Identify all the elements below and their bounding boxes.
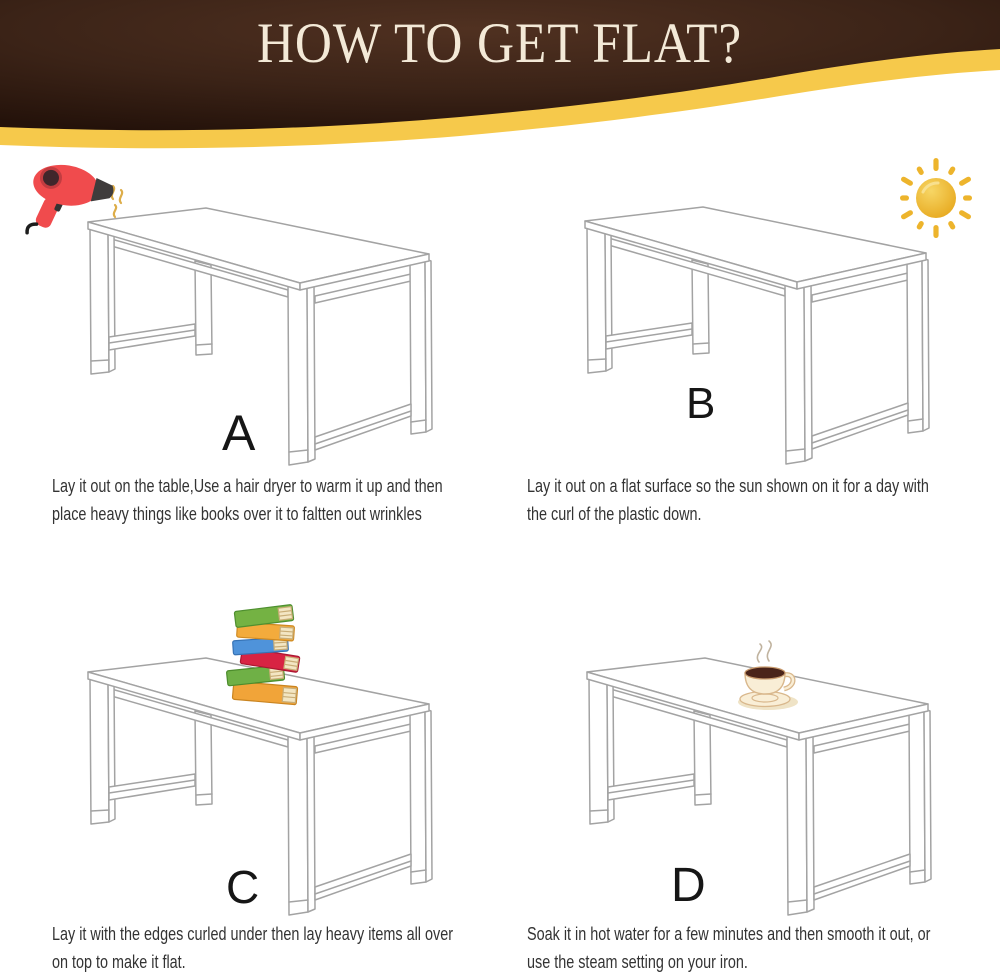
method-b-description (527, 472, 1000, 528)
description-line: place heavy things like books over it to faltten out wrinkles (52, 504, 422, 524)
method-c-section (0, 560, 500, 974)
method-d-description (527, 920, 1000, 974)
method-d-section (500, 560, 1000, 974)
table-illustration (581, 203, 933, 469)
method-b-label: B (686, 379, 716, 428)
description-line: Lay it out on the table,Use a hair dryer to warm it up and then (52, 476, 443, 496)
description-line: use the steam setting on your iron. (527, 952, 748, 972)
method-d-label: D (671, 859, 706, 912)
method-a-section (0, 150, 500, 560)
description-line: the curl of the plastic down. (527, 504, 702, 524)
description-line: Soak it in hot water for a few minutes and then smooth it out, or (527, 924, 931, 944)
method-c-description (52, 920, 553, 974)
method-a-label: A (222, 405, 256, 461)
header-banner (0, 0, 1000, 150)
description-line: Lay it out on a flat surface so the sun shown on it for a day with (527, 476, 929, 496)
method-a-description (52, 472, 540, 528)
table-illustration (84, 204, 436, 470)
description-line: on top to make it flat. (52, 952, 186, 972)
book-stack-icon (221, 602, 306, 714)
method-b-section (500, 150, 1000, 560)
description-line: Lay it with the edges curled under then lay heavy items all over (52, 924, 454, 944)
method-c-label: C (226, 861, 260, 913)
coffee-cup-icon (727, 638, 803, 716)
page-title: HOW TO GET FLAT? (257, 12, 743, 75)
